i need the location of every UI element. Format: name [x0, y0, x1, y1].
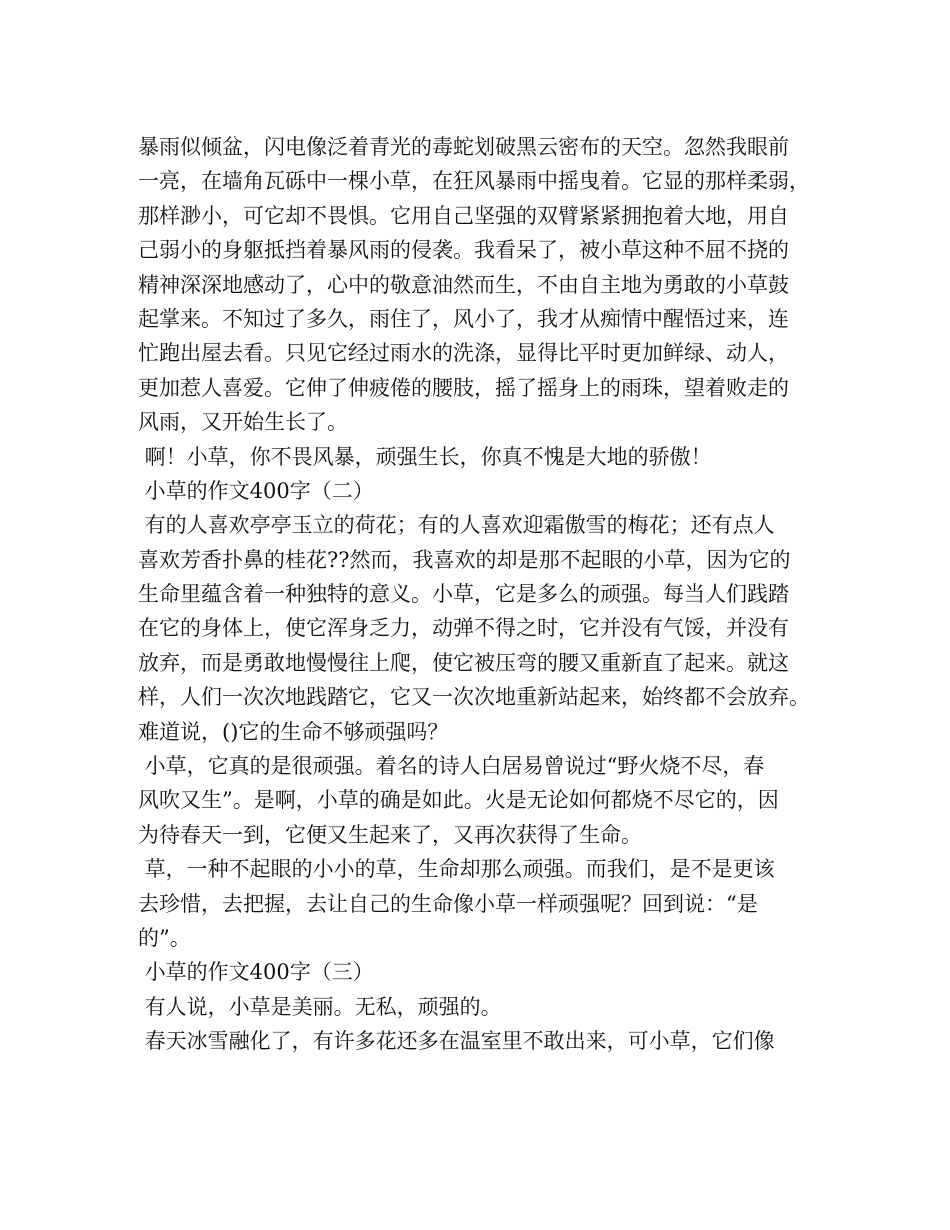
text-line: 草，一种不起眼的小小的草，生命却那么顽强。而我们，是不是更该 — [138, 857, 775, 882]
text-line: 有人说，小草是美丽。无私，顽强的。 — [138, 994, 502, 1019]
text-line: 起掌来。不知过了多久，雨住了，风小了，我才从痴情中醒悟过来，连 — [138, 306, 789, 331]
text-line: 忙跑出屋去看。只见它经过雨水的洗涤，显得比平时更加鲜绿、动人， — [138, 341, 789, 366]
text-line: 为待春天一到，它便又生起来了，又再次获得了生命。 — [138, 822, 642, 847]
text-line: 更加惹人喜爱。它伸了伸疲倦的腰肢，摇了摇身上的雨珠，望着败走的 — [138, 375, 789, 400]
section-heading: 小草的作文400字（三） — [138, 960, 374, 985]
essay-text — [138, 130, 828, 1059]
section-heading: 小草的作文400字（二） — [138, 478, 374, 503]
text-line: 放弃，而是勇敢地慢慢往上爬，使它被压弯的腰又重新直了起来。就这 — [138, 650, 789, 675]
text-line: 风吹又生”。是啊，小草的确是如此。火是无论如何都烧不尽它的，因 — [138, 788, 779, 813]
text-line: 难道说，()它的生命不够顽强吗？ — [138, 719, 449, 744]
text-line: 去珍惜，去把握，去让自己的生命像小草一样顽强呢？回到说：“是 — [138, 891, 758, 916]
text-line: 暴雨似倾盆，闪电像泛着青光的毒蛇划破黑云密布的天空。忽然我眼前 — [138, 135, 789, 159]
text-line: 啊！小草，你不畏风暴，顽强生长，你真不愧是大地的骄傲！ — [138, 444, 712, 469]
text-line: 的”。 — [138, 925, 191, 950]
text-line: 生命里蕴含着一种独特的意义。小草，它是多么的顽强。每当人们践踏 — [138, 582, 789, 607]
text-line: 喜欢芳香扑鼻的桂花??然而，我喜欢的却是那不起眼的小草，因为它的 — [138, 547, 791, 572]
text-line: 精神深深地感动了，心中的敬意油然而生，不由自主地为勇敢的小草鼓 — [138, 272, 789, 297]
text-line: 那样渺小，可它却不畏惧。它用自己坚强的双臂紧紧拥抱着大地，用自 — [138, 203, 789, 228]
text-line: 在它的身体上，使它浑身乏力，动弹不得之时，它并没有气馁，并没有 — [138, 616, 789, 641]
text-line: 己弱小的身躯抵挡着暴风雨的侵袭。我看呆了，被小草这种不屈不挠的 — [138, 238, 789, 263]
text-line: 小草，它真的是很顽强。着名的诗人白居易曾说过“野火烧不尽，春 — [138, 754, 765, 779]
text-line: 有的人喜欢亭亭玉立的荷花；有的人喜欢迎霜傲雪的梅花；还有点人 — [138, 513, 775, 538]
text-line: 一亮，在墙角瓦砾中一棵小草，在狂风暴雨中摇曳着。它显的那样柔弱， — [138, 169, 810, 194]
text-line: 样，人们一次次地践踏它，它又一次次地重新站起来，始终都不会放弃。 — [138, 685, 810, 710]
text-line: 春天冰雪融化了，有许多花还多在温室里不敢出来，可小草，它们像 — [138, 1029, 775, 1054]
text-line: 风雨，又开始生长了。 — [138, 410, 348, 435]
